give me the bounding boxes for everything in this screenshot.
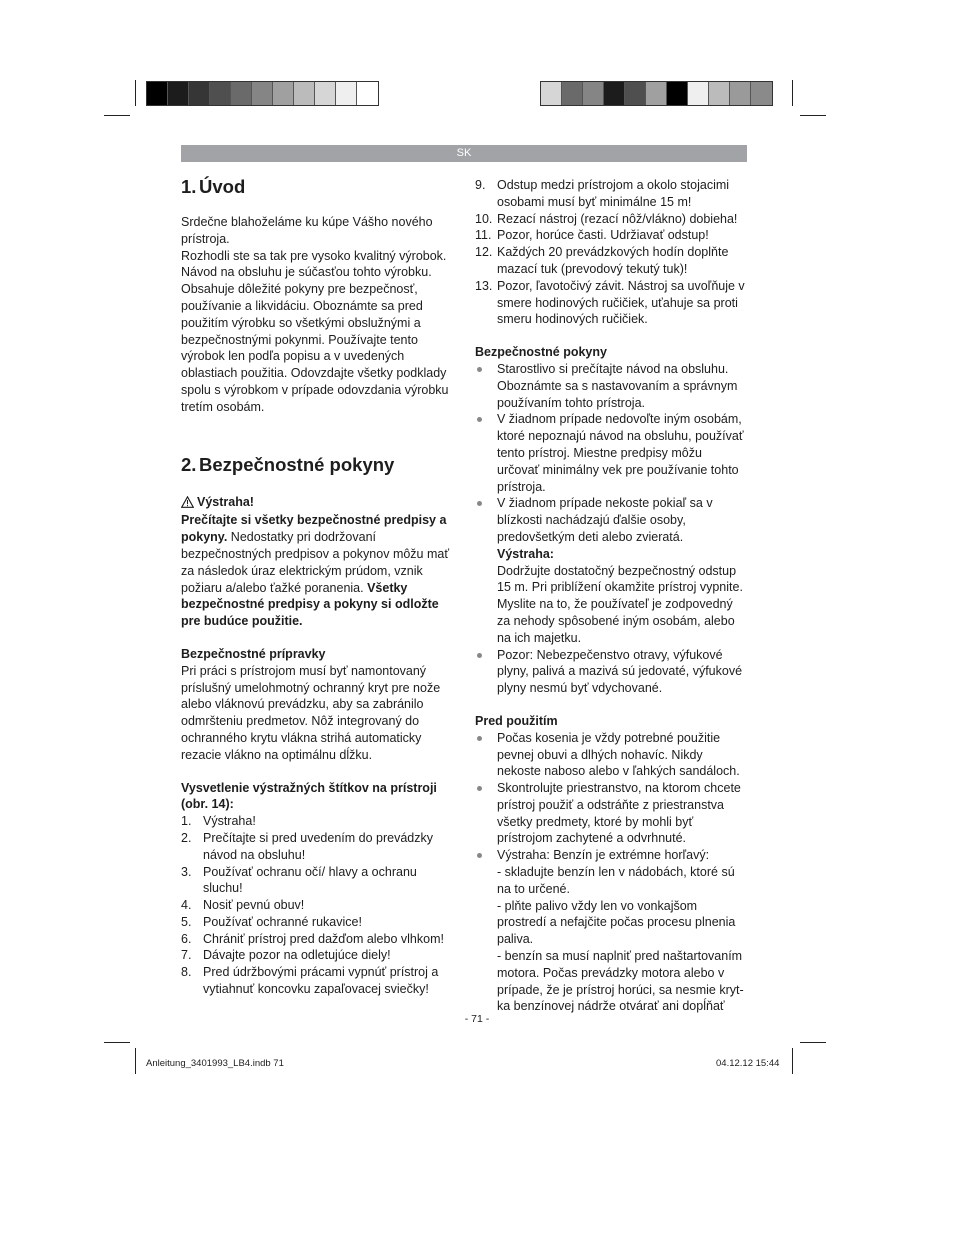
- color-calibration-bar-right: [540, 81, 773, 106]
- bullet-icon: [477, 501, 482, 506]
- footer-filename: Anleitung_3401993_LB4.indb 71: [146, 1058, 284, 1069]
- bullet-icon: [477, 853, 482, 858]
- section-2-title: Bezpečnostné pokyny: [199, 453, 395, 475]
- color-swatch: [667, 82, 688, 105]
- color-swatch: [168, 82, 189, 105]
- color-calibration-bar-left: [146, 81, 379, 106]
- crop-mark: [792, 80, 793, 106]
- warning-bold-outro: Všetky bezpečnostné predpisy a pokyny si odložte pre budúce použitie.: [181, 580, 439, 629]
- list-item-number: 10.: [475, 211, 493, 226]
- color-swatch: [357, 82, 378, 105]
- language-bar: [181, 145, 747, 162]
- warning-label: Výstraha!: [197, 494, 254, 509]
- bullet-icon: [477, 417, 482, 422]
- safety-devices-heading: Bezpečnostné prípravky: [181, 646, 326, 661]
- list-item-text: Rezací nástroj (rezací nôž/vlákno) dobieha!: [497, 211, 738, 226]
- color-swatch: [315, 82, 336, 105]
- list-item-number: 8.: [181, 965, 192, 980]
- numbered-list-item: [181, 830, 451, 864]
- color-swatch: [709, 82, 730, 105]
- numbered-list-item: [475, 177, 747, 211]
- crop-mark: [104, 1042, 130, 1043]
- list-item-number: 7.: [181, 948, 192, 963]
- section-1-body: Srdečne blahoželáme ku kúpe Vášho nového prístroja. Rozhodli ste sa tak pre vysoko kvalitný výrobok. Návod na obsluhu je súčasťou tohto výrobku. Obsahuje dôležité pokyny pre bezpečnosť, používanie a likvidáciu. Oboznámte sa pred použitím výrobku so všetkými obslužnými a bezpečnostnými pokynmi. Používajte tento výrobok len podľa popisu a v uvedených oblastiach použitia. Odovzdajte všetky podklady spolu s výrobkom v prípade odovzdania výrobku tretím osobám.: [181, 215, 449, 414]
- list-item-text: Starostlivo si prečítajte návod na obsluhu. Oboznámte sa s nastavovaním a správnym používaním tohto prístroja.: [497, 361, 738, 410]
- numbered-list-item: [181, 947, 451, 964]
- warning-paragraph: [181, 512, 451, 630]
- list-item-number: 9.: [475, 178, 486, 192]
- list-item-text: V žiadnom prípade nekoste pokiaľ sa v blízkosti nachádzajú ďalšie osoby, predovšetkým deti alebo zvieratá.: [497, 496, 713, 544]
- color-swatch: [562, 82, 583, 105]
- footer-timestamp: 04.12.12 15:44: [716, 1058, 780, 1069]
- crop-mark: [800, 1042, 826, 1043]
- numbered-list-item: [181, 931, 451, 948]
- list-item-number: 1.: [181, 814, 192, 829]
- list-item-subtext: Dodržujte dostatočný bezpečnostný odstup 15 m. Pri priblížení okamžite prístroj vypnite. Myslite na to, že používateľ je zodpovedný za nehody spôsobené iným osobám, alebo na ich majetku.: [497, 563, 743, 645]
- bullet-list-item: [475, 495, 747, 646]
- before-use-heading: Pred použitím: [475, 713, 558, 728]
- numbered-list-item: [181, 914, 451, 931]
- section-1-title: Úvod: [199, 176, 246, 197]
- list-item-number: 2.: [181, 830, 192, 845]
- left-column: [181, 176, 451, 998]
- list-item-text: Pozor: Nebezpečenstvo otravy, výfukové plyny, palivá a mazivá sú jedovaté, výfukové plyny nesmú byť vdychované.: [497, 647, 743, 696]
- crop-mark: [135, 1048, 136, 1074]
- crop-mark: [135, 80, 136, 106]
- color-swatch: [147, 82, 168, 105]
- color-swatch: [625, 82, 646, 105]
- color-swatch: [336, 82, 357, 105]
- list-item-number: 11.: [475, 228, 492, 243]
- color-swatch: [541, 82, 562, 105]
- numbered-list-item: [181, 864, 451, 898]
- list-item-text: Pozor, horúce časti. Udržiavať odstup!: [497, 228, 709, 243]
- list-item-number: 13.: [475, 278, 493, 293]
- bullet-list-item: [475, 647, 747, 697]
- language-code: SK: [456, 147, 472, 159]
- color-swatch: [252, 82, 273, 105]
- page-number: - 71 -: [464, 1013, 490, 1025]
- bullet-list-item: [475, 780, 747, 847]
- list-item-text: Dávajte pozor na odletujúce diely!: [203, 948, 391, 963]
- bullet-list-item: [475, 847, 747, 1015]
- list-item-number: 5.: [181, 914, 192, 929]
- color-swatch: [210, 82, 231, 105]
- list-item-text: Pozor, ľavotočivý závit. Nástroj sa uvoľňuje v smere hodinových ručičiek, uťahuje sa proti smeru hodinových ručičiek.: [497, 278, 745, 327]
- color-swatch: [583, 82, 604, 105]
- numbered-list-item: [475, 211, 747, 228]
- list-item-text: Každých 20 prevádzkových hodín doplňte mazací tuk (prevodový tekutý tuk)!: [497, 245, 729, 276]
- section-1-number: 1.: [181, 176, 197, 197]
- list-item-text: Používať ochranu očí/ hlavy a ochranu sluchu!: [203, 864, 417, 896]
- list-item-sublabel: Výstraha:: [497, 546, 554, 561]
- list-item-text: Prečítajte si pred uvedením do prevádzky návod na obsluhu!: [203, 830, 433, 862]
- list-item-text: Chrániť prístroj pred dažďom alebo vlhkom!: [203, 931, 444, 946]
- list-item-text: Skontrolujte priestranstvo, na ktorom chcete prístroj použiť a odstráňte z priestranstva všetky predmety, ktoré by mohli byť prístrojom zachytené a odvrhnuté.: [497, 781, 741, 846]
- numbered-list-item: [181, 897, 451, 914]
- color-swatch: [273, 82, 294, 105]
- color-swatch: [294, 82, 315, 105]
- safety-devices-text: Pri práci s prístrojom musí byť namontovaný príslušný umelohmotný ochranný kryt pre nože alebo vláknovú prevádzku, aby sa zabránilo odmršteniu predmetov. Nôž integrovaný do ochranného krytu vlákna strihá automaticky rezacie vlákno na optimálnu dĺžku.: [181, 663, 441, 762]
- numbered-list-item: [475, 227, 747, 244]
- list-item-number: 3.: [181, 864, 192, 879]
- list-item-number: 6.: [181, 931, 192, 946]
- crop-mark: [792, 1048, 793, 1074]
- warning-text: Nedostatky pri dodržovaní bezpečnostných predpisov a pokynov môžu mať za následok úraz elektrickým prúdom, vznik požiaru a/alebo ťažké poranenia.: [181, 530, 450, 595]
- list-item-number: 12.: [475, 245, 493, 260]
- warning-triangle-icon: [181, 496, 194, 513]
- numbered-list-item: [181, 964, 451, 998]
- warning-labels-list: [181, 813, 451, 998]
- bullet-list-item: [475, 411, 747, 495]
- section-2-heading: [181, 454, 451, 476]
- list-item-text: Počas kosenia je vždy potrebné použitie pevnej obuvi a dlhých nohavíc. Nikdy nekoste naboso alebo v ľahkých sandáloch.: [497, 730, 740, 779]
- list-item-text: Výstraha!: [203, 814, 256, 829]
- color-swatch: [231, 82, 252, 105]
- section-1-heading: [181, 176, 451, 198]
- color-swatch: [751, 82, 772, 105]
- warning-bold-intro: Prečítajte si všetky bezpečnostné predpisy a pokyny.: [181, 513, 447, 545]
- color-swatch: [730, 82, 751, 105]
- list-item-text: Pred údržbovými prácami vypnúť prístroj a vytiahnuť koncovku zapaľovacej sviečky!: [203, 965, 439, 997]
- bullet-icon: [477, 736, 482, 741]
- crop-mark: [104, 115, 130, 116]
- color-swatch: [604, 82, 625, 105]
- bullet-list-item: [475, 361, 747, 411]
- color-swatch: [688, 82, 709, 105]
- bullet-icon: [477, 786, 482, 791]
- crop-mark: [800, 115, 826, 116]
- bullet-list-item: [475, 730, 747, 780]
- list-item-text: Používať ochranné rukavice!: [203, 914, 362, 929]
- list-item-text: Nosiť pevnú obuv!: [203, 898, 305, 913]
- color-swatch: [189, 82, 210, 105]
- color-swatch: [646, 82, 667, 105]
- numbered-list-item: [475, 244, 747, 278]
- numbered-list-item: [475, 278, 747, 328]
- section-2-number: 2.: [181, 453, 197, 475]
- warning-label-line: [181, 494, 451, 513]
- list-item-number: 4.: [181, 898, 192, 913]
- warning-labels-heading: Vysvetlenie výstražných štítkov na prístroji (obr. 14):: [181, 780, 437, 812]
- right-column: [475, 177, 747, 1015]
- warning-labels-list-continued: [475, 177, 747, 328]
- list-item-text: Výstraha: Benzín je extrémne horľavý: - skladujte benzín len v nádobách, ktoré sú na to určené. - plňte palivo vždy len vo vonkajšom prostredí a nefajčite počas procesu plnenia paliva. - benzín sa musí naplniť pred naštartovaním motora. Počas prevádzky motora alebo v prípade, že je prístroj horúci, sa nesmie kryt-ka benzínovej nádrže otvárať ani dopĺňať: [497, 848, 744, 1014]
- before-use-list: [475, 730, 747, 1016]
- list-item-text: V žiadnom prípade nedovoľte iným osobám, ktoré nepoznajú návod na obsluhu, používať tento prístroj. Miestne predpisy môžu určovať minimálny vek pre používanie tohto prístroja.: [497, 412, 744, 494]
- list-item-text: Odstup medzi prístrojom a okolo stojacimi osobami musí byť minimálne 15 m!: [497, 178, 730, 209]
- bullet-icon: [477, 367, 482, 372]
- bullet-icon: [477, 653, 482, 658]
- safety-instructions-list: [475, 361, 747, 697]
- numbered-list-item: [181, 813, 451, 830]
- safety-instructions-heading: Bezpečnostné pokyny: [475, 345, 607, 360]
